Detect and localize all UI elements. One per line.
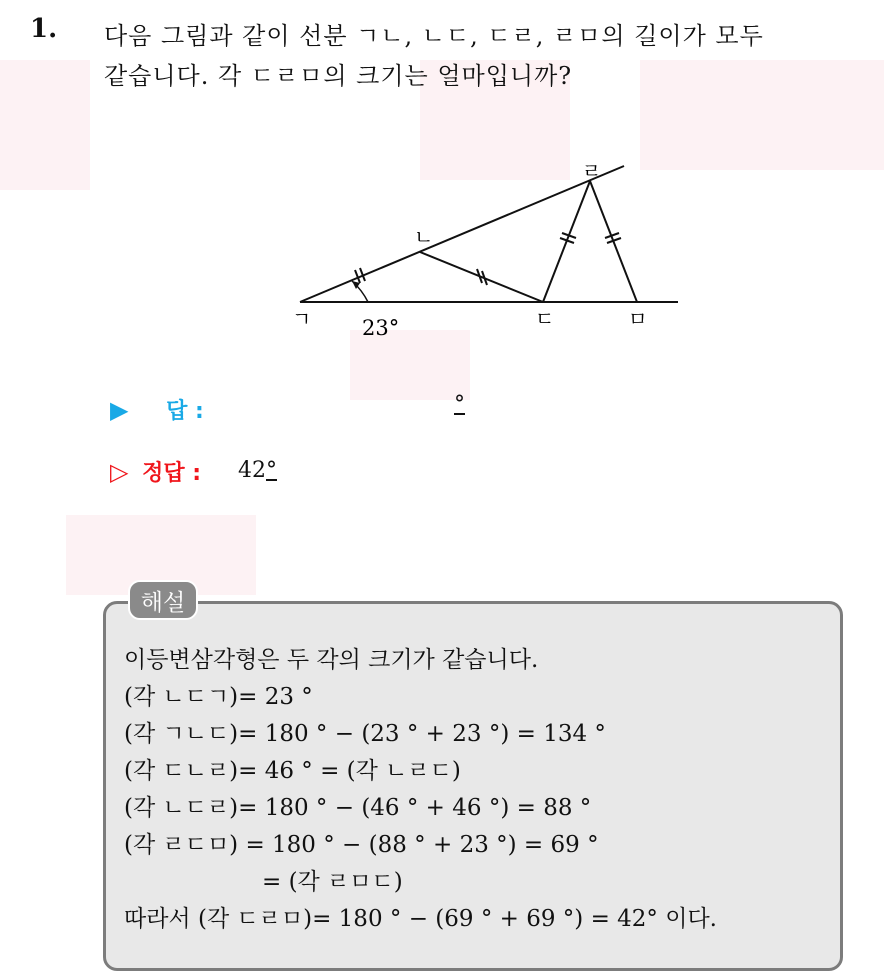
answer-label: 답 :: [166, 399, 204, 424]
answer-row: [110, 394, 204, 425]
solution-line: 따라서 (각 ㄷㄹㅁ)= 180 ° − (69 ° + 69 °) = 42° 이다.: [124, 906, 717, 932]
correct-row: [110, 456, 201, 487]
question-number: 1.: [30, 14, 58, 44]
solution-tab: 해설: [128, 580, 198, 620]
solution-line: (각 ㄹㄷㅁ) = 180 ° − (88 ° + 23 °) = 69 °: [124, 832, 599, 858]
label-r: ㄹ: [582, 159, 602, 183]
segment-nd: [420, 252, 543, 302]
correct-label: 정답 :: [142, 461, 202, 486]
question-text-line1: 다음 그림과 같이 선분 ㄱㄴ, ㄴㄷ, ㄷㄹ, ㄹㅁ의 길이가 모두: [104, 22, 764, 50]
play-icon: ▶: [110, 396, 129, 424]
answer-unit: °: [454, 392, 465, 417]
solution-line: 이등변삼각형은 두 각의 크기가 같습니다.: [124, 647, 539, 673]
solution-line: (각 ㄷㄴㄹ)= 46 ° = (각 ㄴㄹㄷ): [124, 758, 461, 784]
answer-input[interactable]: [454, 392, 468, 417]
outline-play-icon: ▷: [110, 458, 129, 486]
question-text-line2: 같습니다. 각 ㄷㄹㅁ의 크기는 얼마입니까?: [104, 62, 573, 90]
label-n: ㄴ: [414, 225, 434, 249]
solution-line: (각 ㄴㄷㄱ)= 23 °: [124, 684, 313, 710]
solution-line: (각 ㄴㄷㄹ)= 180 ° − (46 ° + 46 °) = 88 °: [124, 795, 592, 821]
solution-line: (각 ㄱㄴㄷ)= 180 ° − (23 ° + 23 °) = 134 °: [124, 721, 606, 747]
label-g: ㄱ: [292, 307, 312, 331]
label-d: ㄷ: [535, 307, 555, 331]
ray-line: [300, 166, 624, 302]
geometry-diagram: [0, 0, 884, 400]
label-m: ㅁ: [628, 307, 648, 331]
correct-unit: °: [266, 458, 277, 483]
correct-value: [238, 458, 277, 483]
angle-label: 23°: [362, 316, 400, 340]
solution-line: = (각 ㄹㅁㄷ): [262, 869, 403, 895]
segment-dr: [543, 181, 590, 302]
correct-number: 42: [238, 458, 266, 483]
